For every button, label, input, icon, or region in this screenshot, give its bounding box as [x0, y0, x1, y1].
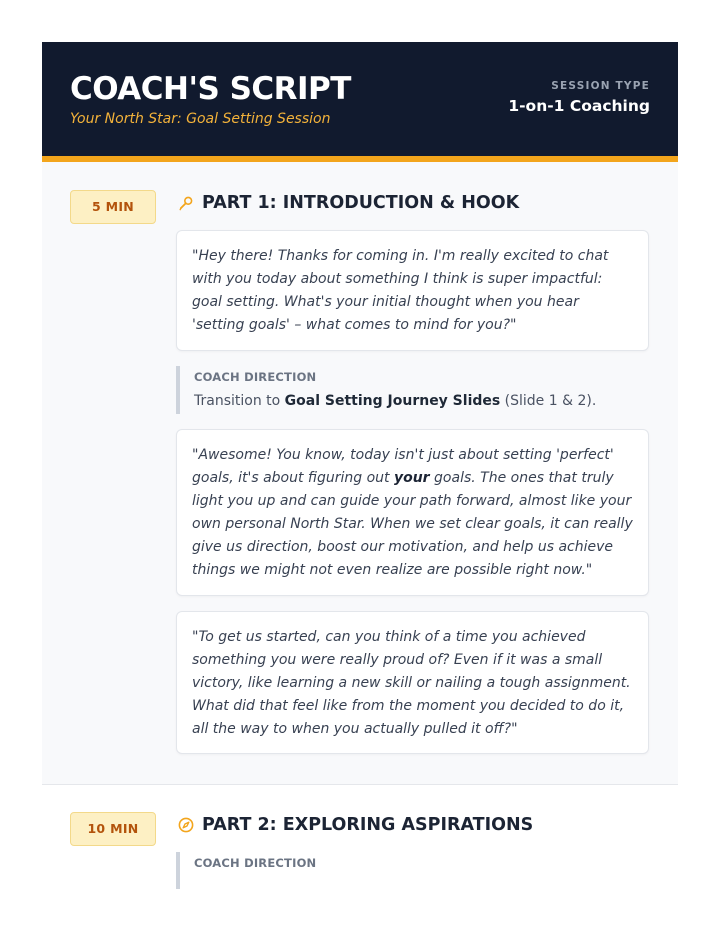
section-divider: [42, 784, 678, 785]
part2-coach-direction: [176, 852, 649, 889]
part1-heading: [178, 190, 519, 216]
quote2-before: "Awesome! You know, today isn't just about setting 'perfect' goals, it's about figuring out: [192, 447, 614, 486]
coach-direction-label: COACH DIRECTION: [194, 856, 317, 870]
part2-title: PART 2: EXPLORING ASPIRATIONS: [202, 815, 534, 835]
part1-quote-2: [192, 444, 633, 582]
part1-quote-3: "To get us started, can you think of a time you achieved something you were really proud of? Even if it was a small victory, like learning a new skill or nailing a tough assignment. What did that feel like from the moment you decided to do it, all the way to when you actually pulled it off?": [192, 629, 631, 737]
direction-suffix: (Slide 1 & 2).: [500, 393, 597, 409]
page-title: COACH'S SCRIPT: [70, 71, 351, 107]
coach-direction-label: COACH DIRECTION: [194, 370, 317, 384]
session-type-label: SESSION TYPE: [551, 80, 650, 92]
quote2-after: goals. The ones that truly light you up and can guide your path forward, almost like your own personal North Star. When we set clear goals, it can really give us direction, boost our motivation, and help us achieve things we might not even realize are possible right now.": [192, 470, 633, 578]
part2-duration-badge: 10 MIN: [70, 812, 156, 846]
quote2-emphasis: your: [393, 470, 430, 486]
page-subtitle: Your North Star: Goal Setting Session: [70, 111, 331, 127]
part1-quote-card-1: [176, 230, 649, 351]
page-header: [42, 42, 678, 156]
part1-coach-direction: [176, 366, 649, 414]
microphone-icon: [178, 195, 194, 211]
part2-heading: [178, 812, 533, 838]
part1-quote-card-3: [176, 611, 649, 754]
coach-direction-text: [194, 392, 649, 410]
compass-icon: [178, 817, 194, 833]
part1-duration-badge: 5 MIN: [70, 190, 156, 224]
session-type: [508, 80, 650, 116]
part1-quote-1: "Hey there! Thanks for coming in. I'm really excited to chat with you today about something I think is super impactful: goal setting. What's your initial thought when you hear 'setting goals' – what comes to mind for you?": [192, 248, 609, 333]
direction-prefix: Transition to: [194, 393, 285, 409]
session-type-value: 1-on-1 Coaching: [508, 97, 650, 115]
part1-quote-card-2: [176, 429, 649, 596]
direction-emphasis: Goal Setting Journey Slides: [284, 393, 501, 409]
part1-title: PART 1: INTRODUCTION & HOOK: [202, 193, 520, 213]
